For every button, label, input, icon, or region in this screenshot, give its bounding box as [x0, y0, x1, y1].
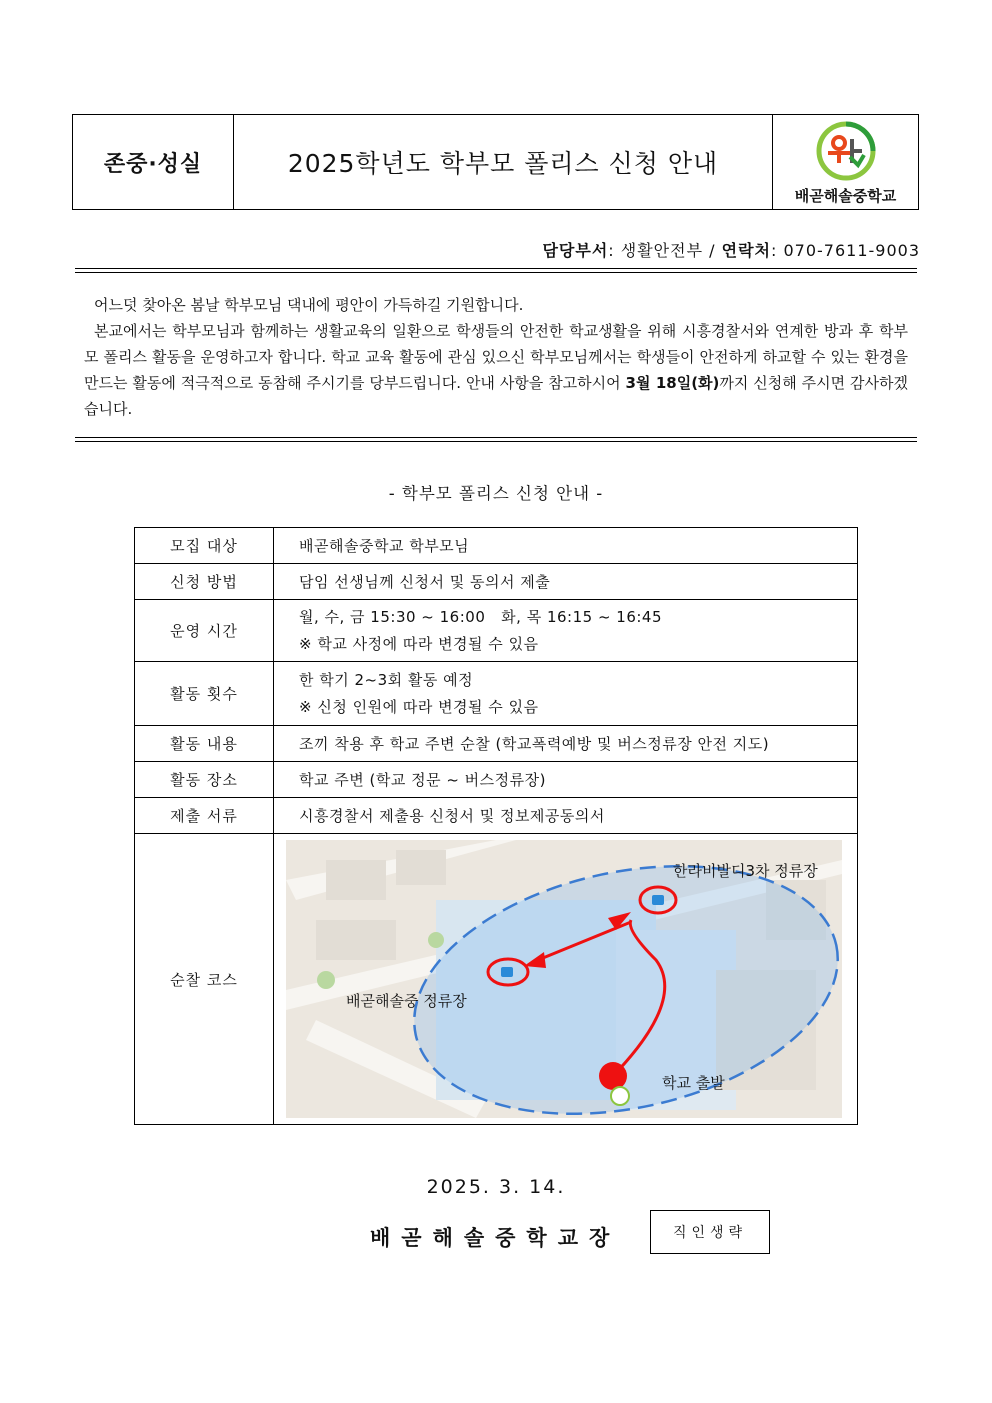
table-row	[135, 798, 858, 834]
row-label: 순찰 코스	[135, 834, 274, 1125]
dept-label: 담당부서	[542, 241, 609, 260]
row-label: 신청 방법	[135, 564, 274, 600]
row-value-main: 한 학기 2~3회 활동 예정	[299, 670, 474, 689]
intro-paragraph-1: 어느덧 찾아온 봄날 학부모님 댁내에 평안이 가득하길 기원합니다.	[94, 296, 524, 314]
row-label: 활동 장소	[135, 762, 274, 798]
row-value	[274, 662, 858, 726]
map-cell	[274, 834, 858, 1125]
intro-paragraph-2	[84, 318, 908, 422]
patrol-course-map	[286, 840, 842, 1118]
school-emblem-icon	[814, 119, 878, 183]
intro-text-a: 본교에서는 학부모님과 함께하는 생활교육의 일환으로 학생들의 안전한 학교생활을 위해 시흥경찰서와 연계한 방과 후 학부모 폴리스 활동을 운영하고자 합니다. 학교 교육 활동에 관심 있으신 학부모님께서는 학생들이 안전하게 하교할 수 있는 환경을 만드는 활동에 적극적으로 동참해 주시기를 당부드립니다. 안내 사항을 참고하시어	[84, 322, 908, 392]
school-motto: 존중·성실	[73, 115, 234, 209]
map-label-start: 학교 출발	[662, 1074, 725, 1092]
row-value	[274, 600, 858, 662]
table-row	[135, 662, 858, 726]
divider-top	[75, 268, 917, 273]
row-value: 배곧해솔중학교 학부모님	[274, 528, 858, 564]
divider-bottom	[75, 437, 917, 442]
table-row	[135, 564, 858, 600]
table-row	[135, 726, 858, 762]
row-value-main: 월, 수, 금 15:30 ~ 16:00 화, 목 16:15 ~ 16:45	[299, 607, 663, 626]
contact-line	[542, 238, 920, 261]
row-value-note: ※ 신청 인원에 따라 변경될 수 있음	[299, 697, 539, 716]
info-table	[134, 527, 858, 1125]
row-value: 학교 주변 (학교 정문 ~ 버스정류장)	[274, 762, 858, 798]
row-label: 제출 서류	[135, 798, 274, 834]
row-value-note: ※ 학교 사정에 따라 변경될 수 있음	[299, 634, 539, 653]
row-value: 조끼 착용 후 학교 주변 순찰 (학교폭력예방 및 버스정류장 안전 지도)	[274, 726, 858, 762]
row-label: 활동 횟수	[135, 662, 274, 726]
row-label: 운영 시간	[135, 600, 274, 662]
seal-box: 직인생략	[650, 1210, 770, 1254]
issue-date: 2025. 3. 14.	[426, 1176, 566, 1198]
section-title: - 학부모 폴리스 신청 안내 -	[388, 484, 604, 503]
table-row	[135, 528, 858, 564]
phone-label: 연락처	[721, 241, 771, 260]
map-label-west-stop: 배곧해솔중 정류장	[346, 992, 467, 1010]
school-logo	[772, 115, 918, 209]
row-value: 담임 선생님께 신청서 및 동의서 제출	[274, 564, 858, 600]
map-label-north-stop: 한라비발디3차 정류장	[673, 862, 818, 880]
deadline-date: 3월 18일(화)	[625, 374, 720, 392]
phone-value: : 070-7611-9003	[771, 241, 920, 260]
map-graphic	[286, 840, 842, 1118]
row-value: 시흥경찰서 제출용 신청서 및 정보제공동의서	[274, 798, 858, 834]
header-box	[72, 114, 919, 210]
school-logo-name: 배곧해솔중학교	[794, 186, 897, 205]
row-label: 모집 대상	[135, 528, 274, 564]
row-label: 활동 내용	[135, 726, 274, 762]
principal-name: 배곧해솔중학교장	[370, 1226, 621, 1250]
table-row	[135, 600, 858, 662]
intro-text	[84, 292, 908, 422]
dept-value: : 생활안전부 /	[608, 241, 722, 260]
table-row	[135, 834, 858, 1125]
intro-text-b: 까지 신청해 주시면 감사하겠습니다.	[84, 374, 908, 418]
page-title: 2025학년도 학부모 폴리스 신청 안내	[287, 149, 719, 178]
table-row	[135, 762, 858, 798]
